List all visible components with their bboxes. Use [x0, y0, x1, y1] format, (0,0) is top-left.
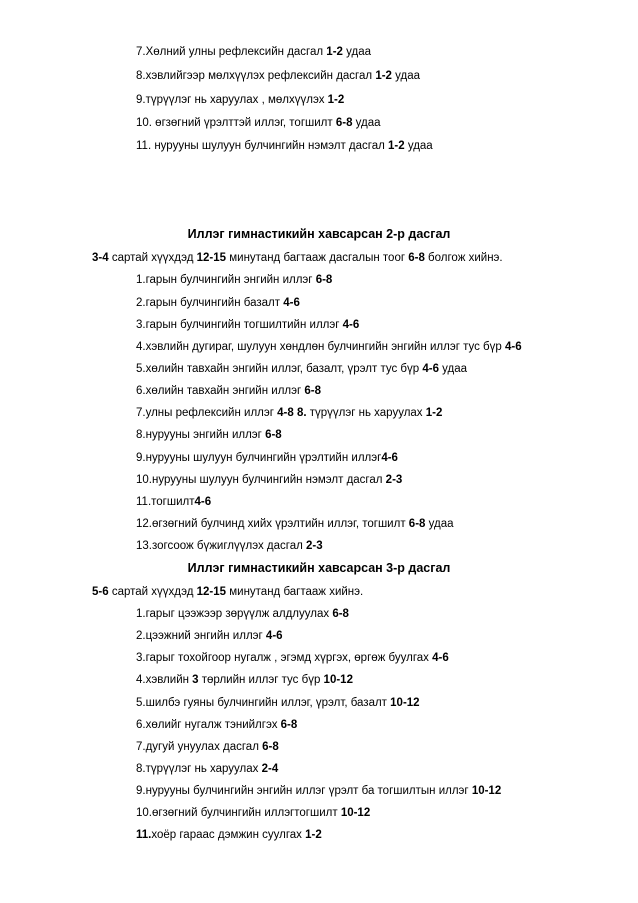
- intro-minutes: 12-15: [196, 252, 227, 264]
- item-text: 4.хэвлийн: [136, 674, 193, 686]
- item-count: 6-8: [332, 608, 349, 620]
- intro-text: минутанд багтааж дасгалын тоог: [226, 252, 409, 264]
- item-text: 8.нурууны энгийн иллэг: [136, 429, 266, 441]
- item-count: 1-2: [375, 70, 392, 82]
- list-item: [136, 696, 420, 710]
- item-count: 1-2: [425, 407, 443, 419]
- list-item: [136, 828, 322, 842]
- item-count: 6-8: [315, 274, 333, 286]
- item-count: 6-8: [408, 518, 426, 530]
- list-item: [136, 116, 381, 130]
- item-number: 11.: [136, 829, 152, 841]
- list-item: [136, 473, 402, 487]
- list-item: [136, 273, 332, 287]
- item-count: 2-3: [385, 474, 403, 486]
- section-heading: Иллэг гимнастикийн хавсарсан 2-р дасгал: [187, 227, 451, 241]
- item-count: 1-2: [305, 829, 322, 841]
- list-item: [136, 93, 344, 107]
- item-count: 4-6: [381, 452, 398, 464]
- intro-text: болгож хийнэ.: [424, 252, 503, 264]
- item-text: 4.хэвлийн дугираг, шулуун хөндлөн булчингийн энгийн иллэг тус бүр: [136, 341, 505, 353]
- list-item: [136, 318, 359, 332]
- list-item: [136, 718, 297, 732]
- item-count: 10-12: [471, 785, 502, 797]
- item-text: 8.хэвлийгээр мөлхүүлэх рефлексийн дасгал: [136, 70, 376, 82]
- intro-text: минутанд багтааж хийнэ.: [226, 586, 364, 598]
- list-item: [136, 539, 323, 553]
- list-item: [136, 451, 398, 465]
- item-count: 6-8: [304, 385, 322, 397]
- item-count: 4-6: [283, 297, 300, 309]
- item-count: 6-8: [265, 429, 282, 441]
- item-suffix: төрлийн иллэг тус бүр: [198, 674, 324, 686]
- item-text: 10.нурууны шулуун булчингийн нэмэлт дасгал: [136, 474, 386, 486]
- list-item: [136, 428, 282, 442]
- item-count: 1-2: [327, 94, 345, 106]
- item-count: 1-2: [388, 140, 405, 152]
- intro-count: 6-8: [408, 252, 425, 264]
- item-count: 4-6: [265, 630, 283, 642]
- item-suffix: түрүүлэг нь харуулах: [306, 407, 426, 419]
- item-text: 2.гарын булчингийн базалт: [136, 297, 284, 309]
- list-item: [136, 517, 454, 531]
- item-text: 11. нурууны шулуун булчингийн нэмэлт дасгал: [136, 140, 389, 152]
- item-text: 9.нурууны шулуун булчингийн үрэлтийн иллэг: [136, 452, 382, 464]
- item-text: 9.түрүүлэг нь харуулах , мөлхүүлэх: [136, 94, 328, 106]
- section-heading: Иллэг гимнастикийн хавсарсан 3-р дасгал: [187, 561, 451, 575]
- item-text: 11.тогшилт: [136, 496, 195, 508]
- item-count: 2-4: [261, 763, 279, 775]
- item-count: 3: [192, 674, 199, 686]
- intro-text: сартай хүүхдэд: [108, 252, 197, 264]
- item-suffix: удаа: [352, 117, 381, 129]
- list-item: [136, 607, 349, 621]
- item-text: хоёр гараас дэмжин суулгах: [151, 829, 306, 841]
- list-item: [136, 762, 278, 776]
- item-count: 4-6: [422, 363, 439, 375]
- item-count: 2-3: [306, 540, 323, 552]
- item-text: 1.гарыг цээжээр зөрүүлж алдлуулах: [136, 608, 333, 620]
- section-intro: [92, 585, 363, 599]
- item-text: 7.Хөлний улны рефлексийн дасгал: [136, 46, 327, 58]
- item-suffix: удаа: [404, 140, 433, 152]
- item-count: 4-6: [505, 341, 522, 353]
- item-count: 10-12: [340, 807, 371, 819]
- list-item: [136, 740, 279, 754]
- list-item: [136, 69, 420, 83]
- intro-age: 3-4: [92, 252, 109, 264]
- item-text: 9.нурууны булчингийн энгийн иллэг үрэлт ба тогшилтын иллэг: [136, 785, 472, 797]
- list-item: [136, 296, 300, 310]
- item-count: 6-8: [262, 741, 279, 753]
- item-text: 3.гарыг тохойгоор нугалж , эгэмд хүргэх, өргөж буулгах: [136, 652, 433, 664]
- item-text: 5.хөлийн тавхайн энгийн иллэг, базалт, үрэлт тус бүр: [136, 363, 423, 375]
- item-text: 6.хөлийг нугалж тэнийлгэх: [136, 719, 281, 731]
- item-suffix: удаа: [391, 70, 421, 82]
- item-text: 10.өгзөгний булчингийн иллэгтогшилт: [136, 807, 341, 819]
- list-item: [136, 806, 370, 820]
- list-item: [136, 406, 442, 420]
- intro-minutes: 12-15: [196, 586, 227, 598]
- item-text: 10. өгзөгний үрэлттэй иллэг, тогшилт: [136, 117, 336, 129]
- list-item: [136, 673, 353, 687]
- item-suffix: удаа: [438, 363, 468, 375]
- item-count: 6-8: [335, 117, 353, 129]
- item-suffix: удаа: [342, 46, 371, 58]
- item-count: 4-6: [432, 652, 449, 664]
- item-suffix: удаа: [425, 518, 454, 530]
- list-item: [136, 384, 321, 398]
- list-item: [136, 340, 522, 354]
- item-count: 1-2: [326, 46, 343, 58]
- list-item: [136, 629, 283, 643]
- item-text: 2.цээжний энгийн иллэг: [136, 630, 266, 642]
- item-text: 13.зогсоож бүжиглүүлэх дасгал: [136, 540, 306, 552]
- item-count: 6-8: [280, 719, 298, 731]
- list-item: [136, 362, 467, 376]
- item-count: 4-8 8.: [277, 407, 307, 419]
- item-text: 3.гарын булчингийн тогшилтийн иллэг: [136, 319, 343, 331]
- item-count: 4-6: [342, 319, 360, 331]
- item-text: 12.өгзөгний булчинд хийх үрэлтийн иллэг, тогшилт: [136, 518, 409, 530]
- list-item: [136, 45, 371, 59]
- item-text: 5.шилбэ гуяны булчингийн иллэг, үрэлт, базалт: [136, 697, 391, 709]
- item-count: 10-12: [390, 697, 420, 709]
- item-count: 4-6: [194, 496, 212, 508]
- section-intro: [92, 251, 503, 265]
- item-text: 6.хөлийн тавхайн энгийн иллэг: [136, 385, 305, 397]
- item-count: 10-12: [323, 674, 353, 686]
- intro-age: 5-6: [92, 586, 109, 598]
- list-item: [136, 495, 211, 509]
- intro-text: сартай хүүхдэд: [108, 586, 197, 598]
- list-item: [136, 651, 449, 665]
- item-text: 8.түрүүлэг нь харуулах: [136, 763, 262, 775]
- item-text: 7.улны рефлексийн иллэг: [136, 407, 278, 419]
- item-text: 7.дугуй унуулах дасгал: [136, 741, 263, 753]
- list-item: [136, 784, 501, 798]
- list-item: [136, 139, 433, 153]
- item-text: 1.гарын булчингийн энгийн иллэг: [136, 274, 316, 286]
